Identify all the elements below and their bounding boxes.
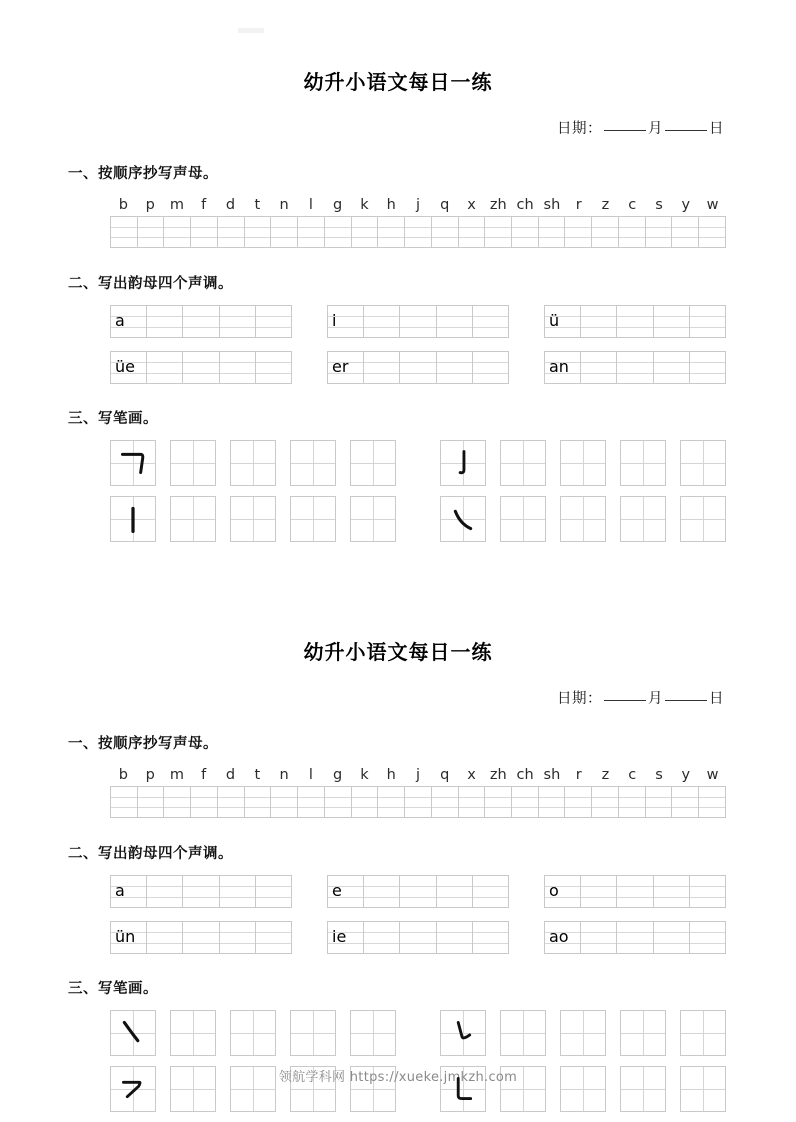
stroke-blank-box[interactable] [680, 1010, 726, 1056]
yunmu-grid-cell[interactable] [111, 306, 147, 337]
shengmu-writing-grid[interactable] [110, 216, 726, 248]
yunmu-grid-cell[interactable] [111, 922, 147, 953]
shengmu-letter: b [118, 197, 128, 213]
shengmu-letter: sh [543, 767, 561, 783]
stroke-blank-box[interactable] [290, 496, 336, 542]
shengmu-letter: d [225, 197, 236, 213]
shengmu-letter: h [386, 767, 396, 783]
yunmu-grid-cell[interactable] [328, 922, 364, 953]
shengmu-grid-cell[interactable] [405, 217, 432, 247]
shengmu-grid-cell[interactable] [539, 787, 566, 817]
shengmu-letter: x [467, 767, 476, 783]
shengmu-letter-row [110, 766, 726, 784]
shengmu-writing-grid[interactable] [110, 786, 726, 818]
shengmu-grid-cell[interactable] [164, 787, 191, 817]
shengmu-letter: m [169, 197, 185, 213]
worksheet-page-2 [0, 552, 796, 1112]
section-1-heading: 一、按顺序抄写声母。 [68, 166, 218, 182]
stroke-blank-box[interactable] [620, 440, 666, 486]
yunmu-grid-cell[interactable] [183, 922, 219, 953]
yunmu-grid-cell[interactable] [364, 876, 400, 907]
yunmu-prompt-letter: er [332, 357, 349, 377]
yunmu-prompt-letter: üe [115, 357, 135, 377]
shengmu-letter: c [628, 197, 637, 213]
shengmu-grid-cell[interactable] [405, 787, 432, 817]
yunmu-grid-cell[interactable] [473, 876, 509, 907]
shengmu-letter-row [110, 196, 726, 214]
page-title: 幼升小语文每日一练 [303, 72, 493, 94]
yunmu-practice-box[interactable] [327, 305, 509, 338]
yunmu-grid-cell[interactable] [690, 352, 726, 383]
shengmu-grid-cell[interactable] [271, 217, 298, 247]
shengmu-grid-cell[interactable] [646, 217, 673, 247]
shengmu-letter: ch [516, 767, 534, 783]
shengmu-grid-cell[interactable] [245, 787, 272, 817]
stroke-blank-box[interactable] [230, 496, 276, 542]
yunmu-grid-cell[interactable] [256, 922, 292, 953]
shengmu-grid-cell[interactable] [565, 787, 592, 817]
shengmu-grid-cell[interactable] [138, 217, 165, 247]
yunmu-grid-cell[interactable] [437, 922, 473, 953]
shengmu-letter: f [201, 767, 207, 783]
stroke-practice-row [110, 1010, 726, 1056]
yunmu-practice-box[interactable] [327, 875, 509, 908]
stroke-example-box-pie-curve[interactable] [440, 496, 486, 542]
yunmu-grid-cell[interactable] [220, 876, 256, 907]
yunmu-grid-cell[interactable] [617, 922, 653, 953]
shengmu-letter: zh [489, 767, 507, 783]
yunmu-grid-cell[interactable] [473, 352, 509, 383]
shengmu-grid-cell[interactable] [459, 787, 486, 817]
shengmu-grid-cell[interactable] [271, 787, 298, 817]
stroke-blank-box[interactable] [290, 440, 336, 486]
yunmu-prompt-letter: e [332, 881, 342, 901]
shengmu-letter: n [279, 767, 289, 783]
stroke-blank-box[interactable] [230, 440, 276, 486]
yunmu-grid-cell[interactable] [545, 922, 581, 953]
shengmu-grid-cell[interactable] [218, 787, 245, 817]
yunmu-grid-cell[interactable] [654, 306, 690, 337]
shengmu-grid-cell[interactable] [512, 787, 539, 817]
shengmu-letter: r [575, 767, 582, 783]
stroke-group-right [440, 1010, 726, 1056]
yunmu-grid-cell[interactable] [473, 306, 509, 337]
section-3-heading: 三、写笔画。 [68, 981, 158, 997]
shengmu-letter: b [118, 767, 128, 783]
yunmu-grid-cell[interactable] [328, 306, 364, 337]
yunmu-grid-cell[interactable] [654, 352, 690, 383]
yunmu-grid-cell[interactable] [581, 876, 617, 907]
stroke-example-box-na[interactable] [110, 1010, 156, 1056]
heng-zhe-stroke-icon [111, 441, 155, 485]
yunmu-grid-cell[interactable] [690, 922, 726, 953]
yunmu-prompt-letter: an [549, 357, 569, 377]
shengmu-grid-cell[interactable] [539, 217, 566, 247]
stroke-blank-box[interactable] [500, 496, 546, 542]
section-1-heading: 一、按顺序抄写声母。 [68, 736, 218, 752]
site-watermark: 领航学科网 https://xueke.jmkzh.com [278, 1070, 518, 1085]
yunmu-grid-cell[interactable] [328, 352, 364, 383]
shengmu-grid-cell[interactable] [191, 787, 218, 817]
yunmu-grid-cell[interactable] [654, 922, 690, 953]
shengmu-letter: q [440, 767, 450, 783]
heng-pie-stroke-icon [111, 1067, 155, 1111]
yunmu-grid-cell[interactable] [364, 352, 400, 383]
shengmu-grid-cell[interactable] [298, 217, 325, 247]
yunmu-grid-cell[interactable] [437, 876, 473, 907]
stroke-blank-box[interactable] [350, 1010, 396, 1056]
yunmu-grid-cell[interactable] [256, 352, 292, 383]
shengmu-letter: h [386, 197, 396, 213]
stroke-blank-box[interactable] [290, 1010, 336, 1056]
date-field [0, 117, 796, 138]
section-2-heading: 二、写出韵母四个声调。 [68, 276, 233, 292]
yunmu-grid-cell[interactable] [256, 876, 292, 907]
yunmu-row-2 [110, 921, 726, 954]
yunmu-practice-box[interactable] [110, 921, 292, 954]
yunmu-prompt-letter: a [115, 311, 125, 331]
section-3-heading: 三、写笔画。 [68, 411, 158, 427]
yunmu-grid-cell[interactable] [147, 876, 183, 907]
shengmu-letter: p [145, 767, 155, 783]
yunmu-prompt-letter: o [549, 881, 559, 901]
shengmu-letter: x [467, 197, 476, 213]
shengmu-grid-cell[interactable] [485, 217, 512, 247]
yunmu-grid-cell[interactable] [400, 876, 436, 907]
shengmu-grid-cell[interactable] [218, 217, 245, 247]
shengmu-grid-cell[interactable] [619, 787, 646, 817]
yunmu-grid-cell[interactable] [328, 876, 364, 907]
shengmu-grid-cell[interactable] [565, 217, 592, 247]
stroke-example-box-shu-ti[interactable] [440, 1010, 486, 1056]
shengmu-letter: t [254, 197, 261, 213]
stroke-blank-box[interactable] [500, 440, 546, 486]
stroke-blank-box[interactable] [170, 496, 216, 542]
yunmu-grid-cell[interactable] [545, 306, 581, 337]
day-unit-label: 日 [709, 691, 724, 707]
yunmu-grid-cell[interactable] [220, 922, 256, 953]
stroke-example-box-heng-pie[interactable] [110, 1066, 156, 1112]
shengmu-letter: ch [516, 197, 534, 213]
stroke-example-box-heng-zhe[interactable] [110, 440, 156, 486]
day-blank[interactable] [665, 130, 707, 131]
yunmu-grid-cell[interactable] [617, 876, 653, 907]
yunmu-grid-cell[interactable] [437, 306, 473, 337]
yunmu-grid-cell[interactable] [617, 352, 653, 383]
stroke-example-box-shu[interactable] [110, 496, 156, 542]
stroke-practice-block [110, 440, 726, 542]
date-prefix-label: 日期： [557, 691, 602, 707]
shengmu-grid-cell[interactable] [512, 217, 539, 247]
yunmu-grid-cell[interactable] [581, 306, 617, 337]
yunmu-grid-cell[interactable] [256, 306, 292, 337]
shengmu-grid-cell[interactable] [592, 787, 619, 817]
shengmu-grid-cell[interactable] [485, 787, 512, 817]
shengmu-grid-cell[interactable] [459, 217, 486, 247]
yunmu-grid-cell[interactable] [147, 306, 183, 337]
stroke-blank-box[interactable] [680, 440, 726, 486]
shengmu-letter: s [655, 767, 663, 783]
stroke-blank-box[interactable] [680, 496, 726, 542]
shengmu-letter: m [169, 767, 185, 783]
yunmu-grid-cell[interactable] [654, 876, 690, 907]
shengmu-letter: z [601, 767, 610, 783]
shengmu-letter: k [360, 197, 369, 213]
month-blank[interactable] [604, 700, 646, 701]
stroke-blank-box[interactable] [230, 1010, 276, 1056]
shengmu-letter: z [601, 197, 610, 213]
yunmu-grid-cell[interactable] [581, 922, 617, 953]
shengmu-grid-cell[interactable] [245, 217, 272, 247]
yunmu-row-2 [110, 351, 726, 384]
yunmu-grid-cell[interactable] [364, 306, 400, 337]
yunmu-prompt-letter: ü [549, 311, 560, 331]
stroke-group-left [110, 496, 396, 542]
yunmu-grid-cell[interactable] [220, 306, 256, 337]
stroke-group-right [440, 440, 726, 486]
shengmu-letter: l [308, 767, 313, 783]
shengmu-letter: zh [489, 197, 507, 213]
shengmu-letter: f [201, 197, 207, 213]
yunmu-grid-cell[interactable] [147, 922, 183, 953]
shengmu-letter: t [254, 767, 261, 783]
shengmu-letter: l [308, 197, 313, 213]
shengmu-grid-cell[interactable] [378, 787, 405, 817]
shengmu-grid-cell[interactable] [191, 217, 218, 247]
stroke-blank-box[interactable] [620, 496, 666, 542]
yunmu-grid-cell[interactable] [183, 352, 219, 383]
shu-stroke-icon [111, 497, 155, 541]
shengmu-grid-cell[interactable] [378, 217, 405, 247]
yunmu-prompt-letter: ün [115, 927, 136, 947]
worksheet-page-1 [0, 0, 796, 542]
shengmu-letter: g [333, 197, 343, 213]
stroke-blank-box[interactable] [170, 1010, 216, 1056]
yunmu-grid-cell[interactable] [183, 306, 219, 337]
yunmu-grid-cell[interactable] [147, 352, 183, 383]
stroke-blank-box[interactable] [620, 1010, 666, 1056]
yunmu-prompt-letter: a [115, 881, 125, 901]
yunmu-grid-cell[interactable] [400, 306, 436, 337]
shengmu-grid-cell[interactable] [672, 217, 699, 247]
yunmu-grid-cell[interactable] [364, 922, 400, 953]
yunmu-prompt-letter: i [332, 311, 337, 331]
shengmu-letter: g [333, 767, 343, 783]
shengmu-grid-cell[interactable] [298, 787, 325, 817]
stroke-group-left [110, 1010, 396, 1056]
shengmu-letter: w [706, 767, 719, 783]
yunmu-grid-cell[interactable] [473, 922, 509, 953]
shengmu-grid-cell[interactable] [111, 787, 138, 817]
shu-ti-stroke-icon [441, 1011, 485, 1055]
shengmu-letter: d [225, 767, 236, 783]
shengmu-grid-cell[interactable] [672, 787, 699, 817]
shengmu-letter: c [628, 767, 637, 783]
date-prefix-label: 日期： [557, 121, 602, 137]
section-2-heading: 二、写出韵母四个声调。 [68, 846, 233, 862]
shengmu-grid-cell[interactable] [646, 787, 673, 817]
shengmu-letter: s [655, 197, 663, 213]
stroke-blank-box[interactable] [170, 440, 216, 486]
stroke-example-box-shu-gou[interactable] [440, 440, 486, 486]
yunmu-practice-box[interactable] [327, 921, 509, 954]
stroke-practice-row [110, 440, 726, 486]
month-blank[interactable] [604, 130, 646, 131]
shengmu-letter: r [575, 197, 582, 213]
stroke-blank-box[interactable] [560, 496, 606, 542]
shengmu-letter: j [415, 197, 420, 213]
day-blank[interactable] [665, 700, 707, 701]
stroke-blank-box[interactable] [500, 1010, 546, 1056]
yunmu-grid-cell[interactable] [690, 876, 726, 907]
shengmu-letter: k [360, 767, 369, 783]
shengmu-grid-cell[interactable] [619, 217, 646, 247]
shengmu-letter: j [415, 767, 420, 783]
shengmu-grid-cell[interactable] [432, 217, 459, 247]
stroke-example-box-shu-zhe[interactable] [440, 1066, 486, 1112]
shengmu-letter: q [440, 197, 450, 213]
yunmu-grid-cell[interactable] [545, 352, 581, 383]
yunmu-grid-cell[interactable] [581, 352, 617, 383]
day-unit-label: 日 [709, 121, 724, 137]
month-unit-label: 月 [648, 691, 663, 707]
stroke-blank-box[interactable] [350, 440, 396, 486]
shengmu-grid-cell[interactable] [325, 787, 352, 817]
yunmu-practice-box[interactable] [327, 351, 509, 384]
stroke-practice-block [110, 1010, 726, 1112]
yunmu-row-1 [110, 875, 726, 908]
yunmu-prompt-letter: ao [549, 927, 569, 947]
shengmu-letter: y [681, 197, 691, 213]
yunmu-grid-cell[interactable] [437, 352, 473, 383]
yunmu-practice-box[interactable] [110, 305, 292, 338]
yunmu-grid-cell[interactable] [617, 306, 653, 337]
date-field [0, 687, 796, 708]
yunmu-practice-box[interactable] [544, 921, 726, 954]
yunmu-practice-box[interactable] [110, 875, 292, 908]
yunmu-row-1 [110, 305, 726, 338]
shengmu-grid-cell[interactable] [164, 217, 191, 247]
shengmu-letter: sh [543, 197, 561, 213]
yunmu-grid-cell[interactable] [690, 306, 726, 337]
yunmu-grid-cell[interactable] [111, 876, 147, 907]
shengmu-grid-cell[interactable] [325, 217, 352, 247]
stroke-blank-box[interactable] [560, 1010, 606, 1056]
yunmu-practice-box[interactable] [544, 351, 726, 384]
shengmu-grid-cell[interactable] [432, 787, 459, 817]
shengmu-grid-cell[interactable] [138, 787, 165, 817]
shengmu-letter: y [681, 767, 691, 783]
stroke-group-left [110, 440, 396, 486]
yunmu-grid-cell[interactable] [183, 876, 219, 907]
stroke-blank-box[interactable] [350, 496, 396, 542]
shengmu-grid-cell[interactable] [699, 787, 726, 817]
yunmu-grid-cell[interactable] [545, 876, 581, 907]
yunmu-prompt-letter: ie [332, 927, 347, 947]
shengmu-letter: n [279, 197, 289, 213]
shengmu-grid-cell[interactable] [111, 217, 138, 247]
shengmu-grid-cell[interactable] [352, 217, 379, 247]
yunmu-practice-box[interactable] [544, 875, 726, 908]
yunmu-grid-cell[interactable] [220, 352, 256, 383]
yunmu-grid-cell[interactable] [400, 922, 436, 953]
shengmu-grid-cell[interactable] [352, 787, 379, 817]
yunmu-grid-cell[interactable] [400, 352, 436, 383]
stroke-group-right [440, 496, 726, 542]
stroke-practice-row [110, 496, 726, 542]
yunmu-grid-cell[interactable] [111, 352, 147, 383]
na-stroke-icon [111, 1011, 155, 1055]
shu-zhe-stroke-icon [441, 1067, 485, 1111]
shengmu-letter: w [706, 197, 719, 213]
shengmu-grid-cell[interactable] [699, 217, 726, 247]
yunmu-practice-box[interactable] [544, 305, 726, 338]
month-unit-label: 月 [648, 121, 663, 137]
shengmu-grid-cell[interactable] [592, 217, 619, 247]
shengmu-letter: p [145, 197, 155, 213]
yunmu-practice-box[interactable] [110, 351, 292, 384]
pie-curve-stroke-icon [441, 497, 485, 541]
stroke-blank-box[interactable] [560, 440, 606, 486]
shu-gou-stroke-icon [441, 441, 485, 485]
page-title: 幼升小语文每日一练 [303, 642, 493, 664]
